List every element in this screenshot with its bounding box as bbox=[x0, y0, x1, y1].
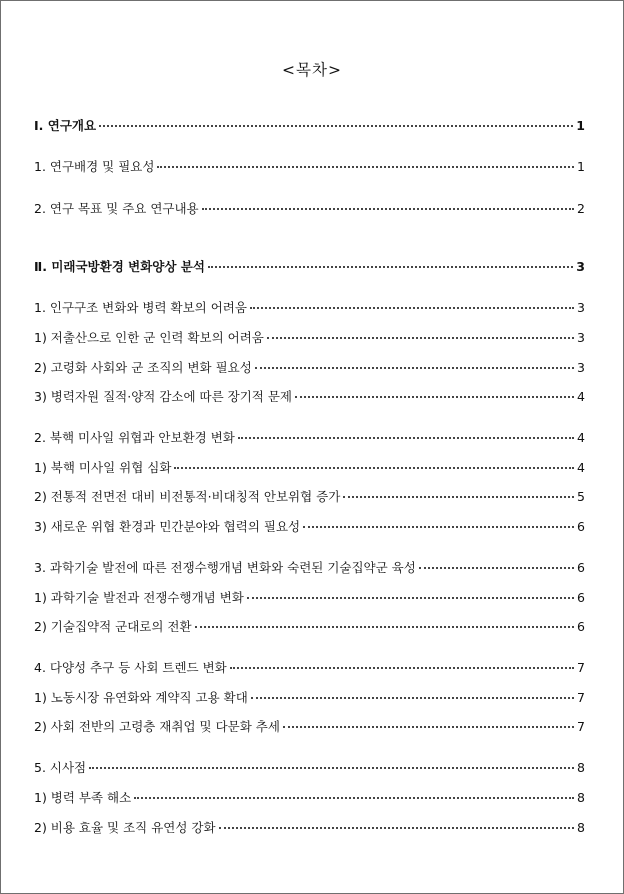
toc-subsection-2-2-3[interactable] bbox=[34, 517, 585, 537]
toc-section-1-1[interactable] bbox=[34, 157, 585, 177]
toc-section-2-4[interactable] bbox=[34, 658, 585, 678]
toc-section-1-2[interactable] bbox=[34, 199, 585, 219]
toc-entry-page: 2 bbox=[577, 201, 585, 216]
toc-chapter-1[interactable] bbox=[34, 116, 585, 136]
toc-entry-label: 1. 인구구조 변화와 병력 확보의 어려움 bbox=[34, 300, 247, 315]
toc-subsection-2-2-2[interactable] bbox=[34, 487, 585, 507]
toc-entry-page: 8 bbox=[577, 820, 585, 835]
toc-entry-page: 6 bbox=[577, 619, 585, 634]
toc-entry-page: 1 bbox=[576, 118, 585, 133]
toc-subsection-2-1-2[interactable] bbox=[34, 358, 585, 378]
toc-entry-page: 4 bbox=[577, 460, 585, 475]
dot-leader bbox=[247, 597, 574, 599]
toc-entry-label: 2) 사회 전반의 고령층 재취업 및 다문화 추세 bbox=[34, 719, 280, 734]
toc-entry-page: 6 bbox=[577, 560, 585, 575]
toc-subsection-2-5-2[interactable] bbox=[34, 818, 585, 838]
toc-entry-page: 4 bbox=[577, 430, 585, 445]
toc-entry-page: 3 bbox=[577, 300, 585, 315]
toc-subsection-2-3-2[interactable] bbox=[34, 617, 585, 637]
toc-entry-page: 1 bbox=[577, 159, 585, 174]
toc-section-2-1[interactable] bbox=[34, 298, 585, 318]
toc-entry-label: Ⅱ. 미래국방환경 변화양상 분석 bbox=[34, 259, 205, 274]
toc-section-2-3[interactable] bbox=[34, 558, 585, 578]
toc-entry-page: 8 bbox=[577, 760, 585, 775]
dot-leader bbox=[255, 367, 574, 369]
toc-entry-label: 2. 북핵 미사일 위협과 안보환경 변화 bbox=[34, 430, 235, 445]
toc-entry-label: 3) 새로운 위협 환경과 민간분야와 협력의 필요성 bbox=[34, 519, 301, 534]
toc-entry-label: 2) 비용 효율 및 조직 유연성 강화 bbox=[34, 820, 216, 835]
dot-leader bbox=[99, 125, 573, 127]
toc-subsection-2-1-1[interactable] bbox=[34, 328, 585, 348]
toc-subsection-2-4-2[interactable] bbox=[34, 717, 585, 737]
dot-leader bbox=[230, 667, 574, 669]
dot-leader bbox=[419, 567, 574, 569]
dot-leader bbox=[267, 337, 574, 339]
toc-entry-label: 4. 다양성 추구 등 사회 트렌드 변화 bbox=[34, 660, 227, 675]
dot-leader bbox=[295, 396, 574, 398]
toc-entry-page: 4 bbox=[577, 389, 585, 404]
dot-leader bbox=[134, 797, 574, 799]
toc-entry-page: 3 bbox=[577, 330, 585, 345]
toc-chapter-2[interactable] bbox=[34, 257, 585, 277]
toc-subsection-2-5-1[interactable] bbox=[34, 788, 585, 808]
toc-entry-page: 7 bbox=[577, 660, 585, 675]
toc-entry-label: 2) 기술집약적 군대로의 전환 bbox=[34, 619, 192, 634]
dot-leader bbox=[343, 496, 574, 498]
toc-subsection-2-3-1[interactable] bbox=[34, 588, 585, 608]
toc-entry-page: 3 bbox=[577, 360, 585, 375]
toc-entry-page: 8 bbox=[577, 790, 585, 805]
toc-title: <목차> bbox=[282, 61, 342, 79]
toc-subsection-2-1-3[interactable] bbox=[34, 387, 585, 407]
dot-leader bbox=[208, 266, 573, 268]
toc-entry-label: 3) 병력자원 질적·양적 감소에 따른 장기적 문제 bbox=[34, 389, 292, 404]
toc-entry-label: 3. 과학기술 발전에 따른 전쟁수행개념 변화와 숙련된 기술집약군 육성 bbox=[34, 560, 416, 575]
dot-leader bbox=[303, 526, 574, 528]
dot-leader bbox=[283, 726, 574, 728]
dot-leader bbox=[250, 307, 574, 309]
toc-entry-page: 7 bbox=[577, 690, 585, 705]
toc-entry-label: Ⅰ. 연구개요 bbox=[34, 118, 97, 133]
toc-subsection-2-4-1[interactable] bbox=[34, 688, 585, 708]
toc-entry-page: 7 bbox=[577, 719, 585, 734]
dot-leader bbox=[238, 437, 574, 439]
toc-subsection-2-2-1[interactable] bbox=[34, 458, 585, 478]
toc-entry-label: 2) 고령화 사회와 군 조직의 변화 필요성 bbox=[34, 360, 252, 375]
toc-entry-page: 6 bbox=[577, 590, 585, 605]
dot-leader bbox=[174, 467, 574, 469]
toc-entry-label: 1) 저출산으로 인한 군 인력 확보의 어려움 bbox=[34, 330, 264, 345]
toc-entry-page: 6 bbox=[577, 519, 585, 534]
dot-leader bbox=[89, 767, 574, 769]
toc-entry-label: 1) 노동시장 유연화와 계약직 고용 확대 bbox=[34, 690, 248, 705]
dot-leader bbox=[195, 626, 574, 628]
toc-entry-page: 5 bbox=[577, 489, 585, 504]
toc-entry-label: 1) 북핵 미사일 위협 심화 bbox=[34, 460, 172, 475]
toc-entry-label: 1) 병력 부족 해소 bbox=[34, 790, 132, 805]
toc-entry-label: 2. 연구 목표 및 주요 연구내용 bbox=[34, 201, 199, 216]
toc-entry-label: 1) 과학기술 발전과 전쟁수행개념 변화 bbox=[34, 590, 244, 605]
toc-entry-label: 1. 연구배경 및 필요성 bbox=[34, 159, 155, 174]
dot-leader bbox=[251, 697, 574, 699]
toc-entry-page: 3 bbox=[576, 259, 585, 274]
dot-leader bbox=[202, 208, 574, 210]
toc-entry-label: 5. 시사점 bbox=[34, 760, 87, 775]
dot-leader bbox=[219, 827, 574, 829]
toc-section-2-5[interactable] bbox=[34, 758, 585, 778]
toc-section-2-2[interactable] bbox=[34, 428, 585, 448]
toc-entry-label: 2) 전통적 전면전 대비 비전통적·비대칭적 안보위협 증가 bbox=[34, 489, 341, 504]
dot-leader bbox=[157, 166, 574, 168]
